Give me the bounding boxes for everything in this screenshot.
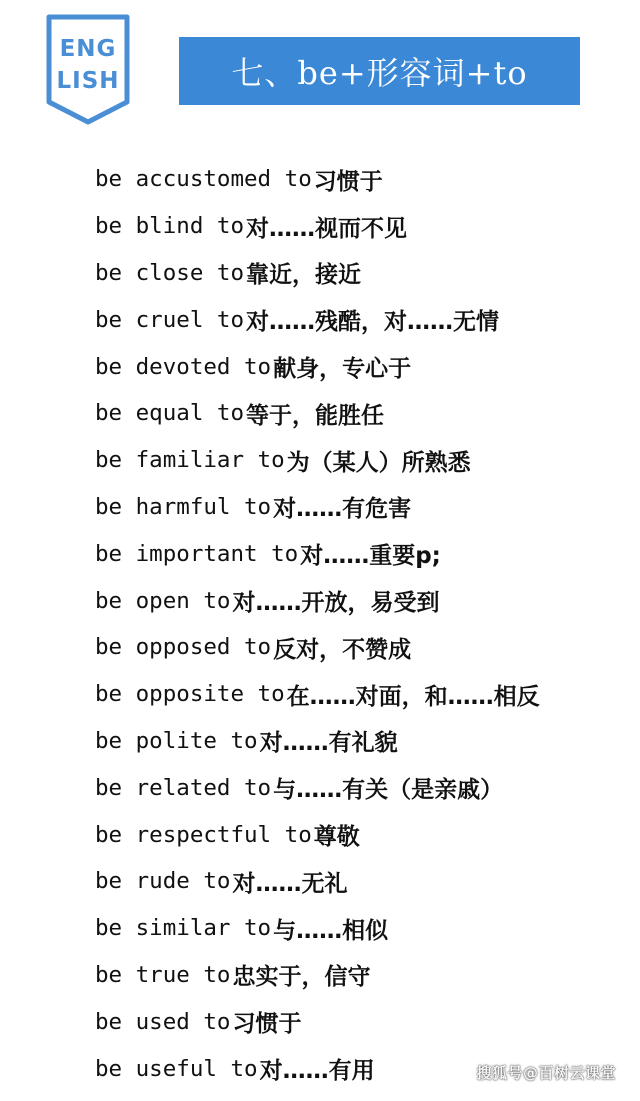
meaning: 献身，专心于 [273,356,412,383]
meaning: 对……有礼貌 [259,730,398,757]
list-item [95,343,540,390]
watermark: 搜狐号@百树云课堂 [476,1064,616,1082]
phrase: be opposite to [95,681,285,708]
list-item [95,1045,540,1092]
meaning: 对……有危害 [273,496,412,523]
section-title-banner [179,37,580,105]
phrase: be cruel to [95,306,245,333]
list-item [95,718,540,765]
list-item [95,905,540,952]
phrase: be harmful to [95,493,272,520]
meaning: 习惯于 [313,168,383,195]
logo-text-line1: ENG [59,36,117,62]
phrase: be important to [95,540,299,567]
phrase: be devoted to [95,353,272,380]
meaning: 习惯于 [232,1011,302,1038]
meaning: 等于，能胜任 [246,402,385,429]
meaning: 对……残酷，对……无情 [246,309,500,336]
phrase: be close to [95,259,245,286]
phrase: be polite to [95,727,258,754]
logo-text-line2: LISH [56,68,120,94]
list-item [95,998,540,1045]
phrase: be similar to [95,915,272,942]
list-item [95,437,540,484]
list-item [95,250,540,297]
phrase: be familiar to [95,447,285,474]
list-item [95,952,540,999]
section-title: 七、be+形容词+to [231,54,528,92]
meaning: 尊敬 [313,824,360,851]
phrase-list [95,156,540,1092]
meaning: 靠近，接近 [246,262,362,289]
phrase: be related to [95,774,272,801]
meaning: 为（某人）所熟悉 [286,449,471,476]
list-item [95,858,540,905]
meaning: 反对，不赞成 [273,636,412,663]
list-item [95,530,540,577]
list-item [95,390,540,437]
phrase: be respectful to [95,821,312,848]
list-item [95,577,540,624]
meaning: 对……开放，易受到 [232,590,440,617]
phrase: be accustomed to [95,166,312,193]
meaning: 对……视而不见 [246,215,408,242]
meaning: 忠实于，信守 [232,964,371,991]
list-item [95,764,540,811]
phrase: be equal to [95,400,245,427]
phrase: be blind to [95,213,245,240]
english-logo [46,14,130,126]
phrase: be useful to [95,1055,258,1082]
phrase: be opposed to [95,634,272,661]
meaning: 对……有用 [259,1058,375,1085]
list-item [95,624,540,671]
phrase: be used to [95,1008,231,1035]
meaning: 在……对面，和……相反 [286,683,540,710]
phrase: be rude to [95,868,231,895]
phrase: be open to [95,587,231,614]
list-item [95,296,540,343]
list-item [95,671,540,718]
phrase: be true to [95,961,231,988]
meaning: 对……重要p; [300,543,441,570]
meaning: 对……无礼 [232,870,348,897]
meaning: 与……有关（是亲戚） [273,777,504,804]
list-item [95,203,540,250]
list-item [95,484,540,531]
list-item [95,156,540,203]
list-item [95,811,540,858]
meaning: 与……相似 [273,917,389,944]
